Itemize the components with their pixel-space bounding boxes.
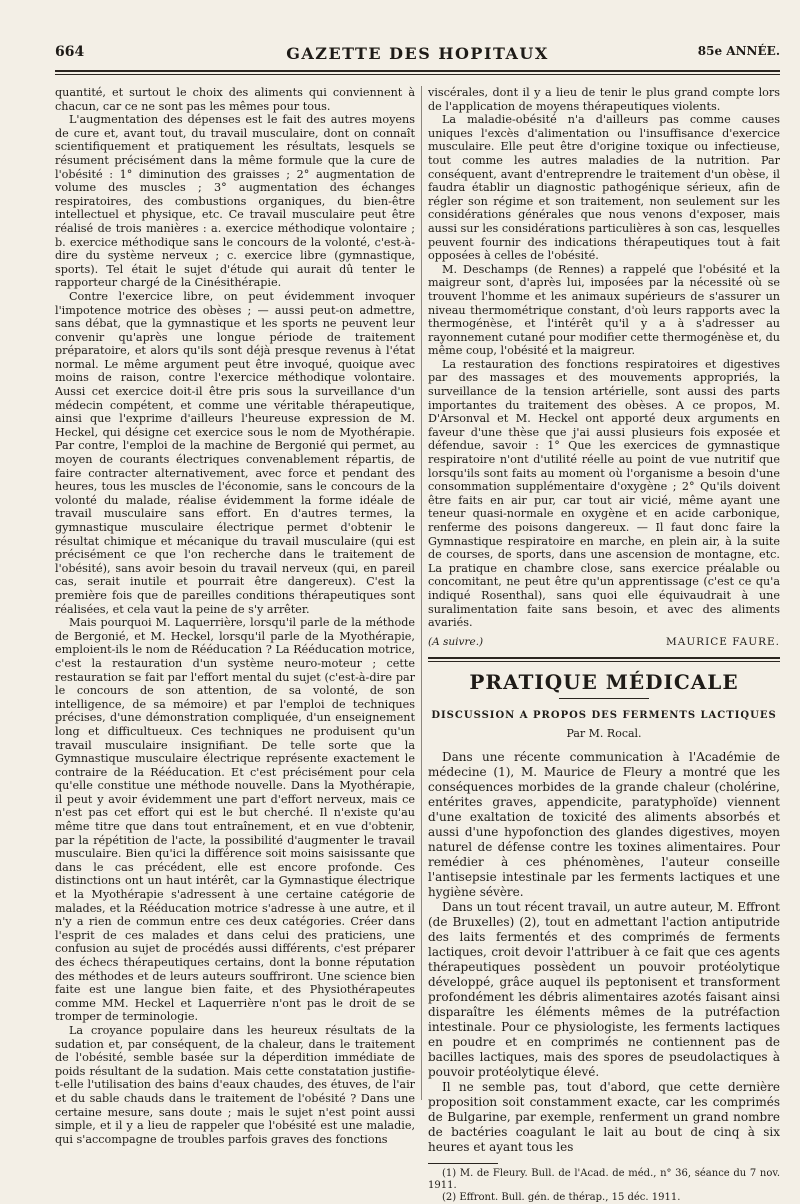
header-rule-thin xyxy=(55,74,780,75)
page-header xyxy=(55,44,780,68)
header-rule xyxy=(55,70,780,72)
paragraph: Mais pourquoi M. Laquerrière, lorsqu'il parle de la méthode de Bergonié, et M. Heckel, lorsqu'il parle de la Myothérapie, emploient-ils le nom de Rééducation ? La Rééducation motrice, c'est la restauration d'un système neuro-moteur ; cette restauration se fait par l'effort mental du sujet (c'est-à-dire par le concours de son attention, de sa volonté, de son intelligence, de sa mémoire) et par l'emploi de techniques précises, d'une démonstration compliquée, d'un enseignement long et difficultueux. Ces techniques ne produisent qu'un travail musculaire insignifiant. De telle sorte que la Gymnastique musculaire électrique représente exactement le contraire de la Rééducation. Et c'est précisément pour cela qu'elle constitue une méthode nouvelle. Dans la Myothérapie, il peut y avoir évidemment une part d'effort nerveux, mais ce n'est pas cet effort qui est le but cherché. Il n'existe qu'au même titre que dans tout entraînement, et en vue d'obtenir, par la répétition de l'acte, la possibilité d'augmenter le travail musculaire. Bien qu'ici la différence soit moins saisissante que dans le cas précédent, elle est encore profonde. Ces distinctions ont un haut intérêt, car la Gymnastique électrique et la Myothérapie s'adressent à une certaine catégorie de malades, et la Rééducation motrice s'adresse à une autre, et il n'y a rien de commun entre ces deux catégories. Créer dans l'esprit de ces malades et dans celui des praticiens, une confusion au sujet de procédés aussi différents, c'est préparer des échecs thérapeutiques certains, dont la bonne réputation des méthodes et de leurs auteurs souffriront. Une science bien faite est une langue bien faite, et des Physiothérapeutes comme MM. Heckel et Laquerrière n'ont pas le droit de se tromper de terminologie. xyxy=(55,616,415,1024)
section-title: PRATIQUE MÉDICALE xyxy=(469,670,739,695)
paragraph: La restauration des fonctions respiratoires et digestives par des massages et des mouvements appropriés, la surveillance de la tension artérielle, sont aussi des parts importantes du traitement des obèses. A ce propos, M. D'Arsonval et M. Heckel ont apporté deux arguments en faveur d'une thèse que j'ai aussi plusieurs fois exposée et défendue, savoir : 1° Que les exercices de gymnastique respiratoire n'ont d'utilité réelle au point de vue nutritif que lorsqu'ils sont faits au moment où l'organisme a besoin d'une consommation supplémentaire d'oxygène ; 2° Qu'ils doivent être faits en air pur, car tout air vicié, même ayant une teneur quasi-normale en oxygène et en acide carbonique, renferme des poisons dangereux. — Il faut donc faire la Gymnastique respiratoire en marche, en plein air, à la suite de courses, de sports, dans une ascension de montagne, etc. La pratique en chambre close, sans exercice préalable ou concomitant, ne peut être qu'un apprentissage (c'est ce qu'a indiqué Rosenthal), sans quoi elle équivaudrait à une suralimentation faite sans besoin, et avec des aliments avariés. xyxy=(428,357,780,630)
column-divider xyxy=(421,86,422,1100)
year-label: 85e ANNÉE. xyxy=(697,44,780,58)
paragraph: Dans un tout récent travail, un autre auteur, M. Effront (de Bruxelles) (2), tout en admettant l'action antiputride des laits fermentés et des comprimés de ferments lactiques, croit devoir l'attribuer à ce fait que ces agents thérapeutiques possèdent un pouvoir protéolytique développé, grâce auquel ils peptonisent et transforment profondément les débris alimentaires azotés faisant ainsi disparaître les éléments mêmes de la putréfaction intestinale. Pour ce physiologiste, les ferments lactiques en poudre et en comprimés ne contiennent pas de bacilles lactiques, mais des spores de pseudolactiques à pouvoir protéolytique élevé. xyxy=(428,900,780,1080)
paragraph: Contre l'exercice libre, on peut évidemment invoquer l'impotence motrice des obèses ; — aussi peut-on admettre, sans débat, que la gymnastique et les sports ne peuvent leur convenir qu'après une longue période de traitement préparatoire, et alors qu'ils sont déjà presque revenus à l'état normal. Le même argument peut être invoqué, quoique avec moins de raison, contre l'exercice méthodique volontaire. Aussi cet exercice doit-il être pris sous la surveillance d'un médecin compétent, et comme une véritable thérapeutique, ainsi que l'exprime d'ailleurs l'heureuse expression de M. Heckel, qui désigne cet exercice sous le nom de Myothérapie. Par contre, l'emploi de la machine de Bergonié qui permet, au moyen de courants électriques convenablement répartis, de faire contracter alternativement, avec force et pendant des heures, tous les muscles de l'économie, sans le concours de la volonté du malade, réalise évidemment la forme idéale de travail musculaire sans effort. En d'autres termes, la gymnastique musculaire électrique permet d'obtenir le résultat chimique et mécanique du travail musculaire (qui est précisément ce que l'on recherche dans le traitement de l'obésité), sans avoir besoin du travail nerveux (qui, en pareil cas, serait inutile et pourrait être dangereux). C'est la première fois que de pareilles conditions thérapeutiques sont réalisées, et cela vaut la peine de s'y arrêter. xyxy=(55,289,415,616)
author-name: MAURICE FAURE. xyxy=(666,635,780,648)
section-rule-thin xyxy=(428,661,780,662)
paragraph: La croyance populaire dans les heureux résultats de la sudation et, par conséquent, de la chaleur, dans le traitement de l'obésité, semble basée sur la déperdition immédiate de poids résultant de la sudation. Mais cette constatation justifie-t-elle l'utilisation des bains d'eaux chaudes, des étuves, de l'air et du sable chauds dans le traitement de l'obésité ? Dans une certaine mesure, sans doute ; mais le sujet n'est point aussi simple, et il y a lieu de rappeler que l'obésité est une maladie, qui s'accompagne de troubles parfois graves des fonctions xyxy=(55,1023,415,1146)
paragraph: quantité, et surtout le choix des aliments qui conviennent à chacun, car ce ne sont pas les mêmes pour tous. xyxy=(55,86,415,113)
article-byline: Par M. Rocal. xyxy=(566,726,642,740)
paragraph: Il ne semble pas, tout d'abord, que cette dernière proposition soit constamment exacte, car les comprimés de Bulgarine, par exemple, renferment un grand nombre de bactéries coagulant le lait au bout de cinq à six heures et ayant tous les xyxy=(428,1080,780,1155)
right-column xyxy=(428,86,780,1204)
left-column xyxy=(55,86,415,1146)
journal-title: GAZETTE DES HOPITAUX xyxy=(286,44,549,63)
paragraph: M. Deschamps (de Rennes) a rappelé que l'obésité et la maigreur sont, d'après lui, imposées par la nécessité où se trouvent l'homme et les animaux supérieurs de s'assurer un niveau thermométrique constant, d'où leurs rapports avec la thermogénèse, et l'intérêt qu'il y a à s'adresser au rayonnement cutané pour modifier cette thermogénèse et, du même coup, l'obésité et la maigreur. xyxy=(428,262,780,358)
page-number: 664 xyxy=(55,44,85,60)
article-signature xyxy=(428,636,780,650)
article-body xyxy=(428,750,780,1155)
footnote: (1) M. de Fleury. Bull. de l'Acad. de méd., n° 36, séance du 7 nov. 1911. xyxy=(428,1168,780,1192)
paragraph: La maladie-obésité n'a d'ailleurs pas comme causes uniques l'excès d'alimentation ou l'insuffisance d'exercice musculaire. Elle peut être d'origine toxique ou infectieuse, tout comme les autres maladies de la nutrition. Par conséquent, avant d'entreprendre le traitement d'un obèse, il faudra établir un diagnostic pathogénique sérieux, afin de régler son régime et son traitement, non seulement sur les considérations générales que nous venons d'exposer, mais aussi sur les considérations particulières à son cas, lesquelles peuvent fournir des indications thérapeutiques tout à fait opposées à celles de l'obésité. xyxy=(428,113,780,263)
article-title: DISCUSSION A PROPOS DES FERMENTS LACTIQUES xyxy=(431,709,777,721)
title-rule xyxy=(559,698,649,699)
footnote: (2) Effront. Bull. gén. de thérap., 15 déc. 1911. xyxy=(442,1192,681,1204)
paragraph: L'augmentation des dépenses est le fait des autres moyens de cure et, avant tout, du travail musculaire, dont on connaît scientifiquement et pratiquement les résultats, lesquels se résument précisément dans la même formule que la cure de l'obésité : 1° diminution des graisses ; 2° augmentation de volume des muscles ; 3° augmentation des échanges respiratoires, des combustions organiques, du bien-être intellectuel et physique, etc. Ce travail musculaire peut être réalisé de trois manières : a. exercice méthodique volontaire ; b. exercice méthodique sans le concours de la volonté, c'est-à-dire du système nerveux ; c. exercice libre (gymnastique, sports). Tel était le sujet d'étude qui aurait dû tenter le rapporteur chargé de la Cinésithérapie. xyxy=(55,113,415,290)
paragraph: Dans une récente communication à l'Académie de médecine (1), M. Maurice de Fleury a montré que les conséquences morbides de la grande chaleur (cholérine, entérites graves, appendicite, paratyphoïde) viennent d'une exaltation de toxicité des aliments absorbés et aussi d'une hypofonction des glandes digestives, moyen naturel de défense contre les toxines alimentaires. Pour remédier à ces phénomènes, l'auteur conseille l'antisepsie intestinale par les ferments lactiques et une hygiène sévère. xyxy=(428,750,780,900)
to-continue-note: (A suivre.) xyxy=(428,635,484,648)
section-rule xyxy=(428,657,780,659)
paragraph: viscérales, dont il y a lieu de tenir le plus grand compte lors de l'application de moyens thérapeutiques violents. xyxy=(428,86,780,113)
footnote-rule xyxy=(428,1163,498,1164)
